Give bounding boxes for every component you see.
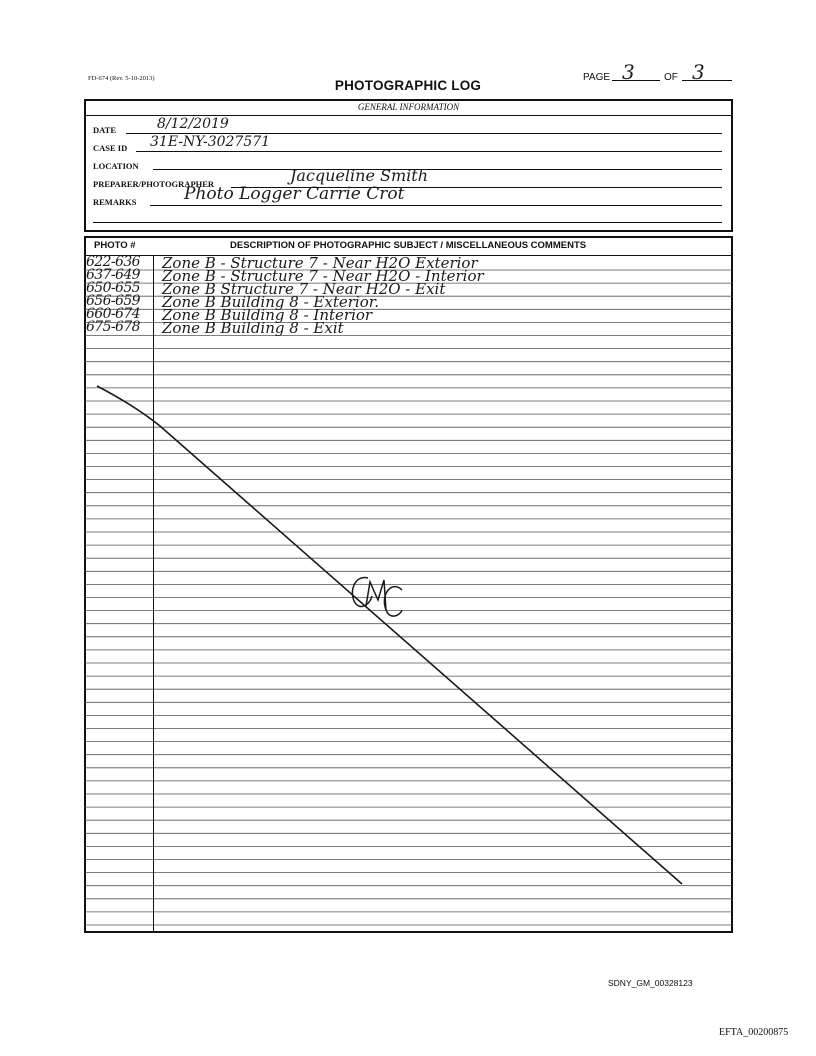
entry-description: Zone B - Structure 7 - Near H2O - Interior [162, 267, 484, 285]
date-label: DATE [93, 125, 116, 135]
location-label: LOCATION [93, 161, 139, 171]
form-title: PHOTOGRAPHIC LOG [334, 78, 482, 93]
page-total: 3 [692, 60, 705, 84]
photo-range: 650-655 [86, 280, 140, 296]
bates-number: EFTA_00200875 [719, 1027, 789, 1038]
of-label: OF [664, 72, 678, 83]
initials-mark [340, 566, 408, 626]
date-value: 8/12/2019 [157, 116, 229, 132]
form-number: FD-674 (Rev. 5-10-2013) [88, 75, 155, 82]
document-id: SDNY_GM_00328123 [608, 978, 693, 988]
preparer-value: Jacqueline Smith [290, 166, 429, 185]
entry-description: Zone B Building 8 - Exit [162, 319, 344, 337]
case-id-label: CASE ID [93, 143, 128, 153]
photo-range: 656-659 [86, 293, 140, 309]
photo-range: 637-649 [86, 267, 140, 283]
remarks-label: REMARKS [93, 197, 137, 207]
photo-range: 622-636 [86, 254, 140, 270]
photo-range: 675-678 [86, 319, 140, 335]
photo-number-header: PHOTO # [94, 240, 136, 251]
general-information-header: GENERAL INFORMATION [84, 99, 733, 116]
entry-description: Zone B Building 8 - Exterior. [162, 293, 380, 311]
page-label: PAGE [583, 72, 611, 83]
entry-description: Zone B - Structure 7 - Near H2O Exterior [162, 254, 478, 272]
entry-description: Zone B Building 8 - Interior [162, 306, 373, 324]
description-header: DESCRIPTION OF PHOTOGRAPHIC SUBJECT / MISCELLANEOUS COMMENTS [230, 240, 587, 251]
preparer-label: PREPARER/PHOTOGRAPHER [93, 179, 215, 189]
page-number: 3 [622, 60, 635, 84]
photo-range: 660-674 [86, 306, 140, 322]
entry-description: Zone B Structure 7 - Near H2O - Exit [162, 280, 446, 298]
remarks-value: Photo Logger Carrie Crot [184, 184, 405, 204]
case-id-value: 31E-NY-3027571 [150, 134, 271, 150]
